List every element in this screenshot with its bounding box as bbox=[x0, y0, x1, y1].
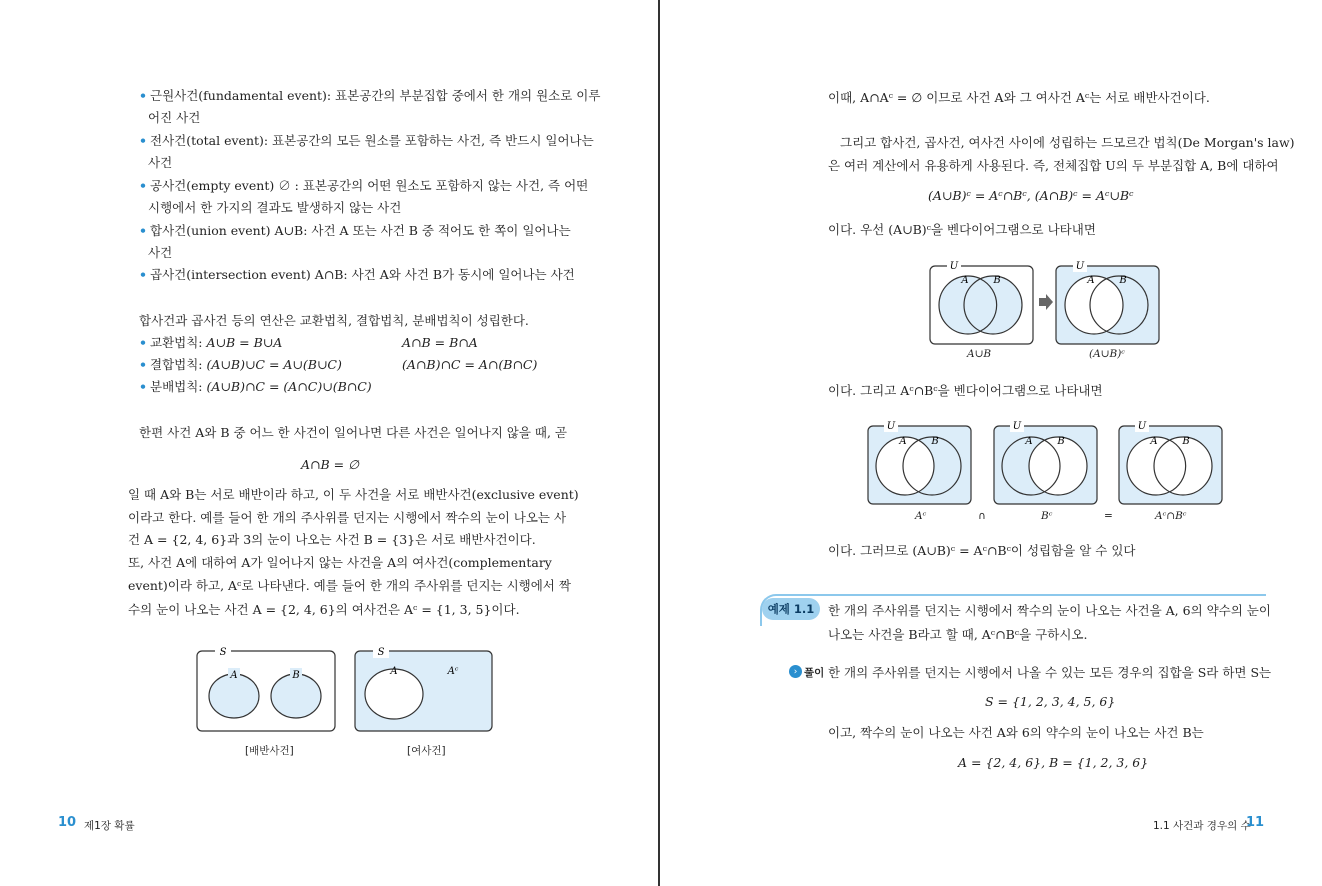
def-union-cont: 사건 bbox=[148, 245, 173, 260]
eq-demorgan: (A∪B)ᶜ = Aᶜ∩Bᶜ, (A∩B)ᶜ = Aᶜ∪Bᶜ bbox=[928, 188, 1134, 203]
label-u-4: U bbox=[1012, 421, 1022, 432]
def-fundamental: • 근원사건(fundamental event): 표본공간의 부분집합 중에서 한 개의 원소로 이루 bbox=[139, 88, 601, 103]
para-line-6: 수의 눈이 나오는 사건 A = {2, 4, 6}의 여사건은 Aᶜ = {1, 3, 5}이다. bbox=[128, 602, 520, 617]
law-commutative: • 교환법칙: A∪B = B∪A bbox=[139, 335, 283, 350]
solution-line-2: 이고, 짝수의 눈이 나오는 사건 A와 6의 약수의 눈이 나오는 사건 B는 bbox=[828, 725, 1204, 740]
chapter-title-left: 제1장 확률 bbox=[84, 820, 135, 832]
law-associative: • 결합법칙: (A∪B)∪C = A∪(B∪C) bbox=[139, 357, 342, 372]
label-b-6: B bbox=[1057, 436, 1065, 447]
label-u-3: U bbox=[886, 421, 896, 432]
label-ac: Aᶜ bbox=[447, 666, 459, 677]
caption-equals: = bbox=[1104, 510, 1113, 522]
def-empty-cont: 시행에서 한 가지의 결과도 발생하지 않는 사건 bbox=[148, 200, 402, 215]
chapter-title-right: 1.1 사건과 경우의 수 bbox=[1153, 820, 1251, 832]
def-empty: • 공사건(empty event) ∅ : 표본공간의 어떤 원소도 포함하지 않는 사건, 즉 어떤 bbox=[139, 178, 589, 193]
venn-exclusive-complement bbox=[190, 640, 500, 740]
solution-label: 풀이 bbox=[804, 667, 825, 679]
def-total-cont: 사건 bbox=[148, 155, 173, 170]
label-b-3: B bbox=[993, 275, 1001, 286]
def-intersection: • 곱사건(intersection event) A∩B: 사건 A와 사건 B가 동시에 일어나는 사건 bbox=[139, 267, 575, 282]
caption-ac-cap-bc: Aᶜ∩Bᶜ bbox=[1155, 510, 1187, 522]
left-page bbox=[0, 0, 659, 886]
para-line-4: 또, 사건 A에 대하여 A가 일어나지 않는 사건을 A의 여사건(complementary bbox=[128, 555, 552, 570]
law-commutative-2: A∩B = B∩A bbox=[402, 335, 478, 350]
book-spine bbox=[658, 0, 660, 886]
eq-disjoint: A∩B = ∅ bbox=[301, 457, 359, 472]
page-number-right: 11 bbox=[1246, 815, 1265, 830]
caption-union: A∪B bbox=[967, 348, 992, 360]
caption-bc: Bᶜ bbox=[1041, 510, 1053, 522]
label-s-2: S bbox=[377, 647, 385, 658]
label-u-2: U bbox=[1075, 261, 1085, 272]
label-a-2: A bbox=[390, 666, 398, 677]
label-a-4: A bbox=[1087, 275, 1095, 286]
example-line-2: 나오는 사건을 B라고 할 때, Aᶜ∩Bᶜ을 구하시오. bbox=[828, 627, 1088, 642]
chevron-right-icon: › bbox=[789, 665, 802, 678]
def-fundamental-cont: 어진 사건 bbox=[148, 110, 201, 125]
venn2-intro: 이다. 그리고 Aᶜ∩Bᶜ을 벤다이어그램으로 나타내면 bbox=[828, 383, 1103, 398]
label-a-7: A bbox=[1150, 436, 1158, 447]
para-exclusive-intro: 한편 사건 A와 B 중 어느 한 사건이 일어나면 다른 사건은 일어나지 않을 때, 곧 bbox=[139, 425, 567, 440]
label-b-1: B bbox=[292, 670, 300, 681]
venn-complement-intersection bbox=[864, 418, 1229, 510]
law-distributive: • 분배법칙: (A∪B)∩C = (A∩C)∪(B∩C) bbox=[139, 379, 372, 394]
para-line-2: 이라고 한다. 예를 들어 한 개의 주사위를 던지는 시행에서 짝수의 눈이 나오는 사 bbox=[128, 510, 567, 525]
para-line-3: 건 A = {2, 4, 6}과 3의 눈이 나오는 사건 B = {3}은 서로 배반사건이다. bbox=[128, 532, 536, 547]
caption-ac: Aᶜ bbox=[915, 510, 927, 522]
arrow-icon bbox=[1039, 294, 1053, 310]
venn-union-complement bbox=[925, 258, 1165, 348]
label-b-5: B bbox=[931, 436, 939, 447]
label-s-1: S bbox=[219, 647, 227, 658]
venn1-intro: 이다. 우선 (A∪B)ᶜ을 벤다이어그램으로 나타내면 bbox=[828, 222, 1096, 237]
label-b-7: B bbox=[1182, 436, 1190, 447]
caption-exclusive: [배반사건] bbox=[245, 745, 294, 757]
caption-cap-symbol: ∩ bbox=[978, 510, 986, 522]
label-a-1: A bbox=[230, 670, 238, 681]
def-union: • 합사건(union event) A∪B: 사건 A 또는 사건 B 중 적어도 한 쪽이 일어나는 bbox=[139, 223, 571, 238]
demorgan-line-2: 은 여러 계산에서 유용하게 사용된다. 즉, 전체집합 U의 두 부분집합 A, B에 대하여 bbox=[828, 158, 1279, 173]
label-a-5: A bbox=[899, 436, 907, 447]
label-u-1: U bbox=[949, 261, 959, 272]
para-line-5: event)이라 하고, Aᶜ로 나타낸다. 예를 들어 한 개의 주사위를 던지는 시행에서 짝 bbox=[128, 578, 571, 593]
eq-sample-space: S = {1, 2, 3, 4, 5, 6} bbox=[985, 694, 1116, 709]
demorgan-line-1: 그리고 합사건, 곱사건, 여사건 사이에 성립하는 드모르간 법칙(De Morgan's law) bbox=[840, 135, 1295, 150]
caption-union-complement: (A∪B)ᶜ bbox=[1089, 348, 1125, 360]
right-line-1: 이때, A∩Aᶜ = ∅ 이므로 사건 A와 그 여사건 Aᶜ는 서로 배반사건이다. bbox=[828, 90, 1210, 105]
example-line-1: 한 개의 주사위를 던지는 시행에서 짝수의 눈이 나오는 사건을 A, 6의 약수의 눈이 bbox=[828, 603, 1271, 618]
example-badge: 예제 1.1 bbox=[762, 598, 820, 620]
para-line-1: 일 때 A와 B는 서로 배반이라 하고, 이 두 사건을 서로 배반사건(exclusive event) bbox=[128, 487, 579, 502]
label-b-4: B bbox=[1119, 275, 1127, 286]
def-total: • 전사건(total event): 표본공간의 모든 원소를 포함하는 사건, 즉 반드시 일어나는 bbox=[139, 133, 594, 148]
label-u-5: U bbox=[1137, 421, 1147, 432]
eq-a-b-sets: A = {2, 4, 6}, B = {1, 2, 3, 6} bbox=[958, 755, 1149, 770]
law-associative-2: (A∩B)∩C = A∩(B∩C) bbox=[402, 357, 538, 372]
label-a-3: A bbox=[961, 275, 969, 286]
conclusion-line: 이다. 그러므로 (A∪B)ᶜ = Aᶜ∩Bᶜ이 성립함을 알 수 있다 bbox=[828, 543, 1136, 558]
laws-intro: 합사건과 곱사건 등의 연산은 교환법칙, 결합법칙, 분배법칙이 성립한다. bbox=[139, 313, 529, 328]
caption-complement: [여사건] bbox=[407, 745, 446, 757]
page-number-left: 10 bbox=[58, 815, 77, 830]
label-a-6: A bbox=[1025, 436, 1033, 447]
solution-line-1: 한 개의 주사위를 던지는 시행에서 나올 수 있는 모든 경우의 집합을 S라 하면 S는 bbox=[828, 665, 1272, 680]
